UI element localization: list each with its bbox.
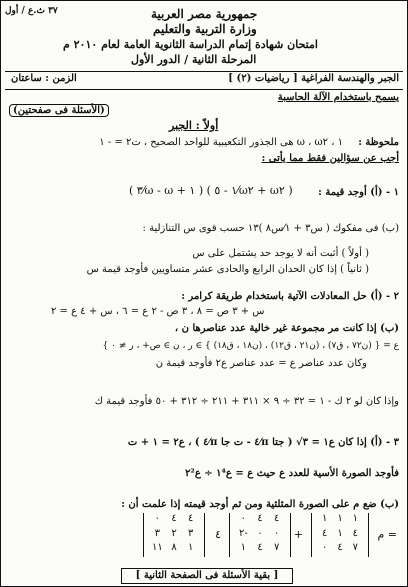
matrix-equals: = م [377,528,397,541]
exam-title: امتحان شهادة إتمام الدراسة الثانوية العامة لعام ٢٠١٠ م [63,38,318,51]
q3b-text: (ب) ضع م على الصورة المثلثية ومن ثم أوجد قيمته إذا علمت أن : [121,499,399,510]
determinant-cell: ٠ [321,542,328,554]
determinant-bar-left [311,513,312,557]
header-divider-top [5,71,403,72]
time-label: الزمن : ساعتان [11,73,77,84]
determinant-cell: ٧ [273,542,280,554]
determinant-cell: ٤ [171,513,177,524]
determinant-cell: -٢ [238,527,248,539]
determinant-cell: ١١ [151,542,163,554]
remark-label: ملحوظة : [358,137,399,148]
determinant-cell: ٤ [321,527,328,539]
determinant-cell: ١ [321,513,328,524]
determinant-cell: ١ [352,513,359,524]
determinant-bar-right [290,513,291,557]
republic-name: جمهورية مصر العربية [151,7,258,21]
determinant-cell: ٢ [171,527,177,539]
determinant-cell: ٠ [240,513,247,524]
determinant-cell: ٤ [273,513,280,524]
determinant-cell: ٣ [187,527,194,539]
determinant-cell: ٣ [154,527,161,539]
determinant-cell: ٠ [257,527,263,539]
footer-note: [ بقية الأسئلة فى الصفحة الثانية ] [121,568,293,584]
determinant-cell: ٨ [171,542,177,554]
plus-sign: + [293,528,303,541]
q1a-expression: ( ٣⁄ω - ω + ١ ) ( ١ - ٥⁄ω٢ + ω٢ ) [129,184,293,197]
instruction: أجب عن سؤالين فقط مما يأتى : [261,153,399,164]
q1b-second: ( ثانياً ) إذا كان الحدان الرابع والحادى عشر متساويين فأوجد قيمة س [86,264,369,275]
determinant-cell: ١ [187,542,194,554]
exam-code: ٣٧ ث.ع / أول [5,6,58,16]
determinant-cell: ٠ [273,527,280,539]
q3a-text2: فأوجد الصورة الأسية للعدد ع حيث ع = ع١⁴ ÷ ع٢² [185,468,399,479]
determinant-cell: ١ [337,513,343,524]
pages-note: (الأسئلة فى صفحتين) [9,104,109,117]
q2a-label: ٢ - (أ) حل المعادلات الآتية باستخدام طريقة كرامر : [181,291,399,302]
q1b-text: (ب) فى مفكوك ( س٣ + ١⁄س٨ )١٣ حسب قوى س التنازلية : [142,223,399,234]
determinant-1 [311,513,369,557]
q2b-line1: (ب) إذا كانت مر مجموعة غير خالية عدد عناصرها ن ، [174,323,399,334]
q2b-line3: وإذا كان لو ٢ ك - ١ = ٣٢ ÷ ٩ × ٣١١ + ٢١١ ÷ ٣١٢ + ٥٠ فأوجد قيمة ك [94,396,399,407]
determinant-cell: ٤ [352,527,359,539]
determinant-2 [229,513,291,557]
subject-label: الجبر والهندسة الفراغية [ رياضيات (٢) ] [228,73,399,84]
determinant-bar-right [204,513,205,557]
determinant-factor: ٤ [215,528,221,541]
determinant-cell: ١ [240,542,247,554]
q2b-set: ع = { (ن٧٢ ، ق٧) ، (ن٢١ ، ق١٢) ، (ن١٨ ، ق١٨) } ∋ ر ، ن ∋ ص+ ، ر ≠ ٠ } [102,341,399,351]
determinant-cell: ١ [337,527,343,539]
determinant-cell: ٤ [187,513,194,524]
determinant-cell: ٤ [337,542,343,554]
determinant-cell: ٠ [154,513,161,524]
q2a-equations: س + ٣ ص = ٨ ، ٣ ص - ٢ ع = ٦ ، س + ٤ ع = ٢ [51,306,265,317]
determinant-bar-left [229,513,230,557]
calculator-note: يسمح باستخدام الآلة الحاسبة [277,92,399,103]
determinant-cell: ٤ [257,542,263,554]
header-divider-bottom [5,89,403,90]
determinant-cell: ٤ [257,513,263,524]
q1a-label: ١ - (أ) أوجد قيمة : [318,187,399,198]
section-algebra-title: أولاً : الجبر [169,119,219,132]
determinant-3 [143,513,205,557]
q1b-first: ( أولاً ) أثبت أنه لا يوجد حد يشتمل على س [192,248,369,259]
determinant-bar-right [368,513,369,557]
q3a-text: ٣ - (أ) إذا كان ع١ = ٣√ ( جتا π⁄٤ - ت جا π⁄٤ ) ، ع٢ = ١ + ت [127,437,399,448]
ministry-name: وزارة التربية والتعليم [153,22,257,36]
determinant-bar-left [143,513,144,557]
determinant-cell: ٧ [352,542,359,554]
q2b-line2: وكان عدد عناصر ع = عدد عناصر ع٢ فأوجد قيمة ن [155,358,367,369]
exam-stage: المرحلة الثانية / الدور الأول [131,53,257,66]
remark-text: ١ ، ω ، ω٢ هى الجذور التكعيبية للواحد الصحيح ، ت٢ = - ١ [99,137,343,148]
